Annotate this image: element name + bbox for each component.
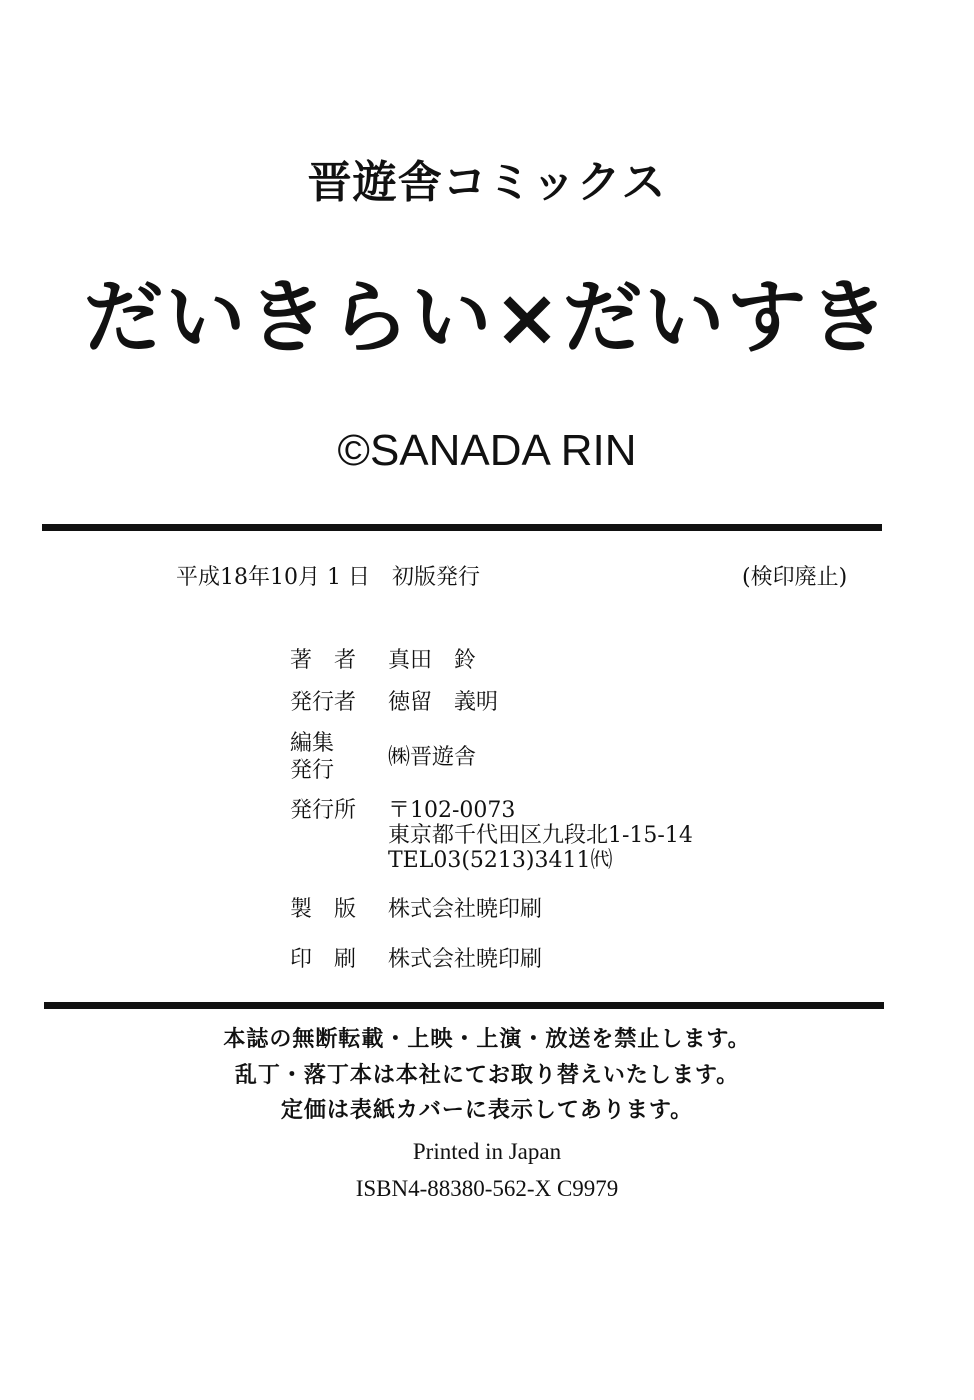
plate-label: 製 版 <box>290 897 357 922</box>
author-value: 真田 鈴 <box>388 648 477 673</box>
book-title: だいきらい×だいすき <box>83 271 891 364</box>
plate-value: 株式会社暁印刷 <box>388 897 543 922</box>
office-postal: 〒102-0073 <box>388 798 516 823</box>
copyright-line: ©SANADA RIN <box>337 426 637 475</box>
print-label: 印 刷 <box>290 947 357 972</box>
notice-line-3: 定価は表紙カバーに表示してあります。 <box>280 1098 694 1123</box>
isbn-line: ISBN4-88380-562-X C9979 <box>355 1176 619 1201</box>
office-tel: TEL03(5213)3411㈹ <box>388 848 613 873</box>
printed-in-japan: Printed in Japan <box>412 1139 562 1164</box>
publisher-label: 発行者 <box>290 690 357 715</box>
office-address: 東京都千代田区九段北1-15-14 <box>388 823 693 848</box>
editor-label-1: 編集 <box>290 731 335 756</box>
author-label: 著 者 <box>290 648 357 673</box>
notice-line-1: 本誌の無断転載・上映・上演・放送を禁止します。 <box>223 1027 751 1052</box>
editor-label-2: 発行 <box>290 758 335 783</box>
top-divider <box>42 524 882 531</box>
notice-line-2: 乱丁・落丁本は本社にてお取り替えいたします。 <box>234 1063 740 1088</box>
publisher-value: 徳留 義明 <box>388 690 499 715</box>
print-value: 株式会社暁印刷 <box>388 947 543 972</box>
publication-date: 平成18年10月 1 日 初版発行 <box>176 565 480 590</box>
editor-value: ㈱晋遊舎 <box>388 745 477 770</box>
bottom-divider <box>44 1002 884 1009</box>
imprint-label: 晋遊舎コミックス <box>307 157 667 208</box>
office-label: 発行所 <box>290 798 357 823</box>
stamp-notice: (検印廃止) <box>742 565 848 590</box>
